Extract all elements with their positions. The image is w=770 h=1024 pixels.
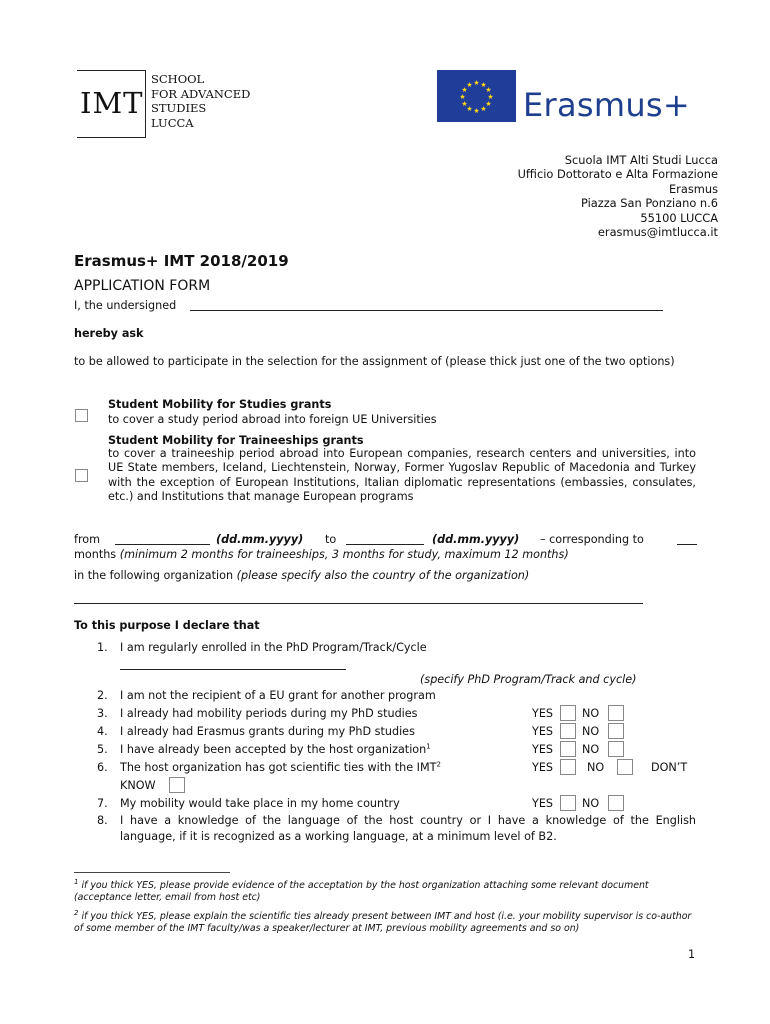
- option-studies-checkbox[interactable]: [75, 409, 88, 422]
- intro-text: to be allowed to participate in the selection for the assignment of (please thick just one of the two options): [74, 355, 675, 368]
- undersigned-label: I, the undersigned: [74, 299, 177, 312]
- address-email: erasmus@imtlucca.it: [597, 225, 718, 240]
- address-block: [518, 153, 718, 239]
- declare-heading: To this purpose I declare that: [74, 619, 260, 632]
- item6-yes-checkbox[interactable]: [560, 759, 576, 775]
- address-line: Erasmus: [668, 181, 718, 196]
- option-traineeships-desc: to cover a traineeship period abroad into European companies, research centers and universities, into UE State members, Iceland, Liechtenstein, Norway, Former Yugoslav Republic of Macedonia and Turkey with the exception of European Institutions, Italian diplomatic representations (embassies, consulates, etc.) and Institutions that manage European programs: [108, 447, 696, 504]
- form-title: Erasmus+ IMT 2018/2019: [74, 252, 289, 270]
- date-format-hint: (dd.mm.yyyy): [432, 533, 520, 546]
- svg-text:★: ★: [485, 100, 492, 108]
- no-label: NO: [587, 761, 605, 774]
- svg-text:★: ★: [466, 105, 473, 113]
- item-text: I am regularly enrolled in the PhD Program/Track/Cycle: [120, 641, 427, 654]
- yes-label: YES: [532, 725, 554, 738]
- footnote-text: if you thick YES, please provide evidence of the acceptation by the host organization attaching some relevant document (acceptance letter, email from host etc): [74, 880, 649, 903]
- item-text-row: [120, 742, 431, 757]
- svg-text:★: ★: [461, 100, 468, 108]
- no-label: NO: [582, 707, 600, 720]
- item6-no-checkbox[interactable]: [617, 759, 633, 775]
- date-format-hint: (dd.mm.yyyy): [216, 533, 304, 546]
- svg-text:★: ★: [461, 86, 468, 94]
- imt-logo-wordmark: IMT: [80, 86, 144, 120]
- option-traineeships-checkbox[interactable]: [75, 469, 88, 482]
- months-row: [74, 547, 569, 562]
- item-text: I already had Erasmus grants during my PhD studies: [120, 725, 415, 738]
- yes-label: YES: [532, 761, 554, 774]
- erasmus-logo-wordmark: Erasmus+: [523, 86, 690, 124]
- item7-no-checkbox[interactable]: [608, 795, 624, 811]
- know-label: KNOW: [120, 779, 156, 792]
- form-subtitle: APPLICATION FORM: [74, 278, 211, 294]
- footnote-text: if you thick YES, please explain the scientific ties already present between IMT and host (i.e. your mobility supervisor is co-author of some member of the IMT faculty/was a speaker/lecturer at IMT, previous mobility agreements and so on): [74, 911, 692, 934]
- phd-hint: (specify PhD Program/Track and cycle): [420, 673, 637, 686]
- svg-text:★: ★: [480, 105, 487, 113]
- item-number: 4.: [97, 725, 108, 738]
- item4-yes-checkbox[interactable]: [560, 723, 576, 739]
- imt-logo-line: FOR ADVANCED: [151, 86, 251, 101]
- footnote-ref: 1: [426, 742, 431, 751]
- item7-yes-checkbox[interactable]: [560, 795, 576, 811]
- imt-logo-text: [151, 72, 250, 130]
- organization-note: (please specify also the country of the organization): [236, 569, 530, 582]
- svg-text:★: ★: [487, 93, 494, 101]
- item-text: I have already been accepted by the host organization: [120, 743, 427, 756]
- organization-row: [74, 568, 529, 583]
- svg-text:★: ★: [473, 107, 480, 115]
- eu-flag-icon: [437, 70, 516, 122]
- organization-field[interactable]: [74, 603, 643, 604]
- item6-dont-know-checkbox[interactable]: [169, 777, 185, 793]
- hereby-ask: hereby ask: [74, 327, 144, 340]
- svg-text:★: ★: [473, 79, 480, 87]
- address-line: 55100 LUCCA: [640, 210, 718, 225]
- corresponding-label: – corresponding to: [540, 533, 644, 546]
- eu-stars-icon: [437, 70, 516, 122]
- item-text: I have a knowledge of the language of the host country or I have a knowledge of the English language, if it is recognized as a working language, at a minimum level of B2.: [120, 814, 696, 843]
- footnote-ref: 2: [436, 760, 441, 769]
- phd-program-field[interactable]: [120, 669, 346, 670]
- footnote: [74, 877, 684, 904]
- item-text: The host organization has got scientific ties with the IMT: [120, 761, 437, 774]
- footnote-number: 2: [74, 908, 79, 917]
- period-from-label: from: [74, 533, 101, 546]
- item-number: 2.: [97, 689, 108, 702]
- item-number: 8.: [97, 814, 108, 827]
- item-number: 6.: [97, 761, 108, 774]
- footnote-separator: [74, 872, 230, 873]
- no-label: NO: [582, 725, 600, 738]
- option-studies-title: Student Mobility for Studies grants: [108, 398, 332, 411]
- item3-yes-checkbox[interactable]: [560, 705, 576, 721]
- date-from-field[interactable]: [115, 544, 210, 545]
- date-to-field[interactable]: [346, 544, 424, 545]
- item5-no-checkbox[interactable]: [608, 741, 624, 757]
- item3-no-checkbox[interactable]: [608, 705, 624, 721]
- months-note: (minimum 2 months for traineeships, 3 months for study, maximum 12 months): [119, 548, 569, 561]
- address-line: Piazza San Ponziano n.6: [580, 196, 718, 211]
- svg-text:★: ★: [459, 93, 466, 101]
- yes-label: YES: [532, 707, 554, 720]
- svg-text:★: ★: [466, 81, 473, 89]
- undersigned-field[interactable]: [190, 310, 663, 311]
- organization-label: in the following organization: [74, 569, 234, 582]
- months-label: months: [74, 548, 117, 561]
- item-text: My mobility would take place in my home country: [120, 797, 400, 810]
- item-number: 5.: [97, 743, 108, 756]
- item-text: I am not the recipient of a EU grant for another program: [120, 689, 436, 702]
- imt-logo-line: SCHOOL: [151, 72, 205, 86]
- item-text: I already had mobility periods during my PhD studies: [120, 707, 418, 720]
- item5-yes-checkbox[interactable]: [560, 741, 576, 757]
- imt-logo-line: LUCCA: [151, 115, 194, 130]
- item4-no-checkbox[interactable]: [608, 723, 624, 739]
- period-to-label: to: [325, 533, 337, 546]
- dont-label: DON’T: [651, 761, 688, 774]
- footnote: [74, 908, 694, 935]
- address-line: Scuola IMT Alti Studi Lucca: [564, 153, 718, 167]
- address-line: Ufficio Dottorato e Alta Formazione: [517, 167, 718, 182]
- yes-label: YES: [532, 797, 554, 810]
- item-number: 1.: [97, 641, 108, 654]
- option-studies-desc: to cover a study period abroad into foreign UE Universities: [108, 413, 437, 426]
- no-label: NO: [582, 743, 600, 756]
- item-text-row: [120, 760, 441, 775]
- option-traineeships-title: Student Mobility for Traineeships grants: [108, 434, 364, 447]
- no-label: NO: [582, 797, 600, 810]
- item-number: 3.: [97, 707, 108, 720]
- page-number: 1: [688, 948, 696, 961]
- yes-label: YES: [532, 743, 554, 756]
- months-count-field[interactable]: [677, 544, 697, 545]
- footnote-number: 1: [74, 877, 79, 886]
- item-number: 7.: [97, 797, 108, 810]
- svg-text:★: ★: [485, 86, 492, 94]
- svg-text:★: ★: [480, 81, 487, 89]
- imt-logo-line: STUDIES: [151, 101, 207, 115]
